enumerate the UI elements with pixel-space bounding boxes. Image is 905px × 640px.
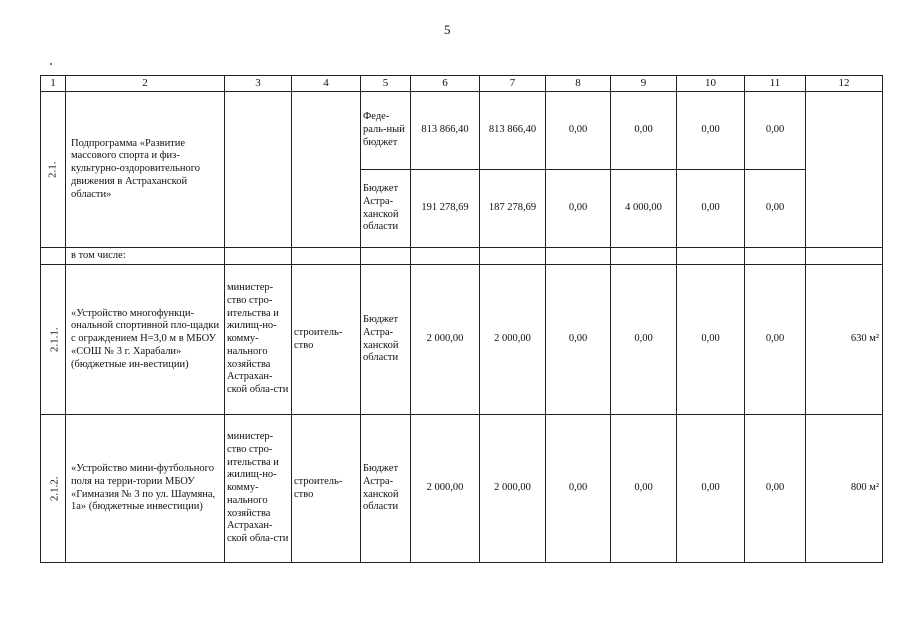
col-header: 6	[411, 76, 480, 92]
empty-cell	[677, 248, 745, 265]
scan-dot	[50, 63, 52, 65]
value-cell: 0,00	[611, 415, 677, 563]
value-cell: 0,00	[745, 92, 806, 170]
item-code: 2.1.2.	[48, 475, 61, 501]
value-cell: 0,00	[546, 265, 611, 415]
empty-cell	[225, 248, 292, 265]
table-row	[41, 415, 883, 563]
item-type: строитель-ство	[292, 415, 361, 563]
col-header: 3	[225, 76, 292, 92]
empty-cell	[361, 248, 411, 265]
col-header: 9	[611, 76, 677, 92]
source-federal: Феде-раль-ный бюджет	[361, 92, 411, 170]
program-result-cell	[806, 92, 883, 248]
page-number: 5	[444, 22, 451, 37]
empty-cell	[41, 248, 66, 265]
value-cell: 0,00	[546, 415, 611, 563]
item-result: 630 м²	[806, 265, 883, 415]
empty-cell	[611, 248, 677, 265]
program-federal-row	[41, 92, 883, 170]
program-type-cell	[292, 92, 361, 248]
col-header: 1	[41, 76, 66, 92]
program-code: 2.1.	[46, 161, 59, 178]
item-source: Бюджет Астра-ханской области	[361, 415, 411, 563]
value-cell: 2 000,00	[480, 265, 546, 415]
item-source: Бюджет Астра-ханской области	[361, 265, 411, 415]
value-cell: 0,00	[745, 265, 806, 415]
value-cell: 0,00	[677, 170, 745, 248]
value-cell: 0,00	[677, 92, 745, 170]
value-cell: 0,00	[677, 265, 745, 415]
col-header: 11	[745, 76, 806, 92]
item-executor: министер-ство стро-ительства и жилищ-но-комму-нального хозяйства Астрахан-ской обла-сти	[225, 415, 292, 563]
value-cell: 2 000,00	[411, 415, 480, 563]
col-header: 7	[480, 76, 546, 92]
value-cell: 0,00	[611, 265, 677, 415]
item-executor: министер-ство стро-ительства и жилищ-но-комму-нального хозяйства Астрахан-ской обла-сти	[225, 265, 292, 415]
empty-cell	[806, 248, 883, 265]
value-cell: 813 866,40	[480, 92, 546, 170]
empty-cell	[745, 248, 806, 265]
program-executor-cell	[225, 92, 292, 248]
value-cell: 0,00	[677, 415, 745, 563]
value-cell: 187 278,69	[480, 170, 546, 248]
value-cell: 813 866,40	[411, 92, 480, 170]
budget-table	[40, 75, 883, 563]
value-cell: 0,00	[611, 92, 677, 170]
col-header: 8	[546, 76, 611, 92]
value-cell: 191 278,69	[411, 170, 480, 248]
program-name: Подпрограмма «Развитие массового спорта и физ-культурно-оздоровительного движения в Астраханской области»	[66, 92, 225, 248]
item-code-cell	[41, 415, 66, 563]
empty-cell	[411, 248, 480, 265]
col-header: 4	[292, 76, 361, 92]
source-regional: Бюджет Астра-ханской области	[361, 170, 411, 248]
empty-cell	[480, 248, 546, 265]
including-label: в том числе:	[66, 248, 225, 265]
col-header: 5	[361, 76, 411, 92]
program-code-cell	[41, 92, 66, 248]
col-header: 2	[66, 76, 225, 92]
table-row	[41, 265, 883, 415]
item-name: «Устройство многофункци-ональной спортивной пло-щадки с ограждением Н=3,0 м в МБОУ «СОШ № 3 г. Харабали» (бюджетные ин-вестиции)	[66, 265, 225, 415]
value-cell: 2 000,00	[411, 265, 480, 415]
value-cell: 0,00	[745, 170, 806, 248]
including-row	[41, 248, 883, 265]
empty-cell	[546, 248, 611, 265]
item-type: строитель-ство	[292, 265, 361, 415]
item-code: 2.1.1.	[48, 326, 61, 352]
value-cell: 0,00	[546, 92, 611, 170]
col-header: 10	[677, 76, 745, 92]
header-row	[41, 76, 883, 92]
item-code-cell	[41, 265, 66, 415]
item-name: «Устройство мини-футбольного поля на терри-тории МБОУ «Гимназия № 3 по ул. Шаумяна, 1а» (бюджетные инвестиции)	[66, 415, 225, 563]
value-cell: 0,00	[546, 170, 611, 248]
value-cell: 4 000,00	[611, 170, 677, 248]
value-cell: 0,00	[745, 415, 806, 563]
item-result: 800 м²	[806, 415, 883, 563]
col-header: 12	[806, 76, 883, 92]
value-cell: 2 000,00	[480, 415, 546, 563]
empty-cell	[292, 248, 361, 265]
